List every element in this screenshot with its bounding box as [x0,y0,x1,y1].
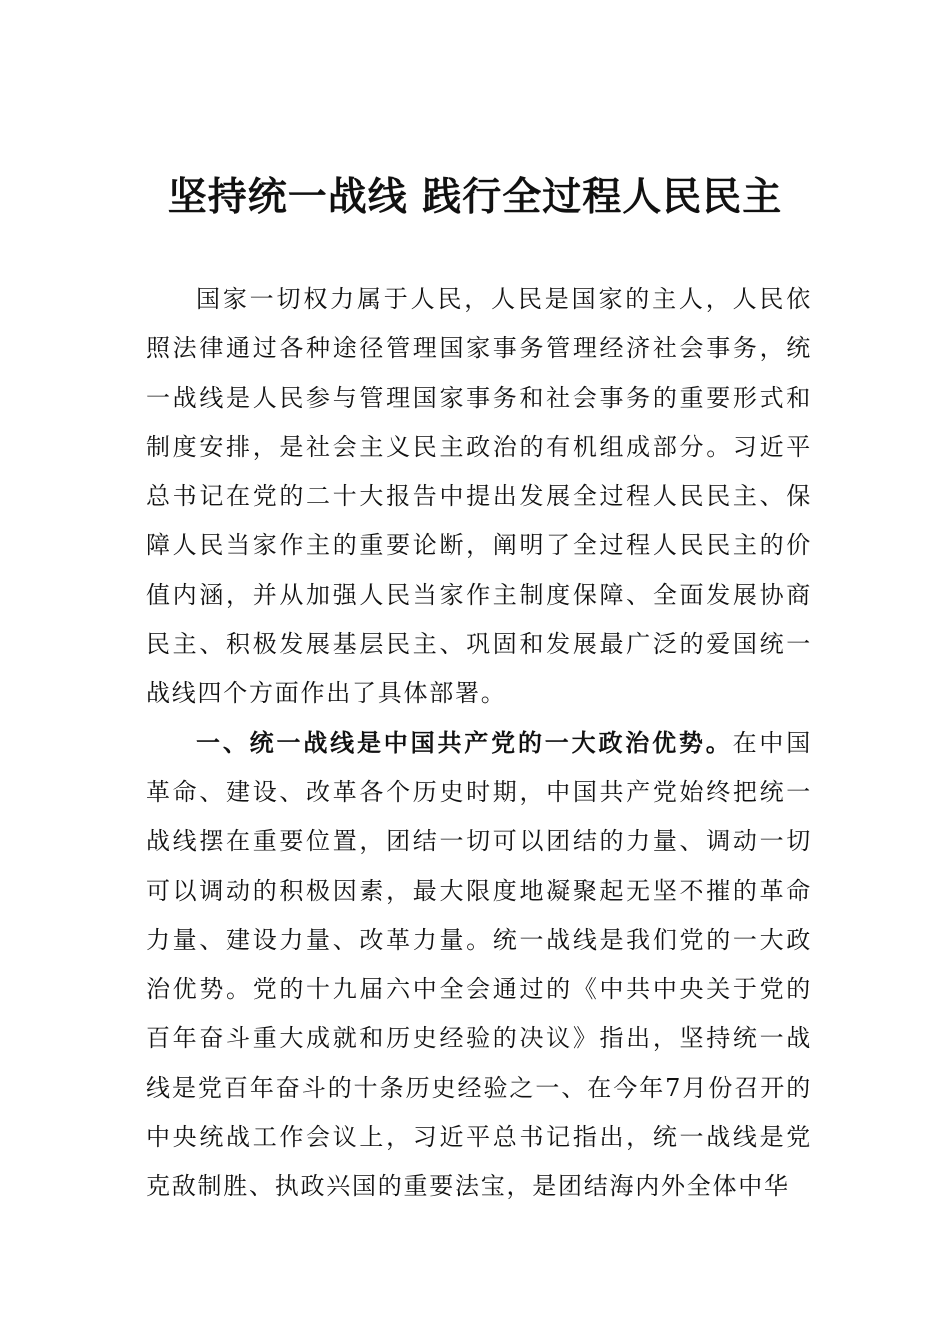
section-one-text: 在中国革命、建设、改革各个历史时期，中国共产党始终把统一战线摆在重要位置，团结一切可以团结的力量、调动一切可以调动的积极因素，最大限度地凝聚起无坚不摧的革命力量、建设力量、改革力量。统一战线是我们党的一大政治优势。党的十九届六中全会通过的《中共中央关于党的百年奋斗重大成就和历史经验的决议》指出，坚持统一战线是党百年奋斗的十条历史经验之一、在今年7月份召开的中央统战工作会议上，习近平总书记指出，统一战线是党克敌制胜、执政兴国的重要法宝，是团结海内外全体中华 [146,728,813,1201]
section-one-heading: 一、统一战线是中国共产党的一大政治优势。 [196,728,733,757]
paragraph-section-one [146,719,812,1212]
paragraph-intro [146,275,812,719]
document-body [146,275,812,1212]
paragraph-intro-text: 国家一切权力属于人民，人民是国家的主人，人民依照法律通过各种途径管理国家事务管理经济社会事务，统一战线是人民参与管理国家事务和社会事务的重要形式和制度安排，是社会主义民主政治的有机组成部分。习近平总书记在党的二十大报告中提出发展全过程人民民主、保障人民当家作主的重要论断，阐明了全过程人民民主的价值内涵，并从加强人民当家作主制度保障、全面发展协商民主、积极发展基层民主、巩固和发展最广泛的爱国统一战线四个方面作出了具体部署。 [146,285,812,708]
document-title: 坚持统一战线 践行全过程人民民主 [167,175,783,220]
